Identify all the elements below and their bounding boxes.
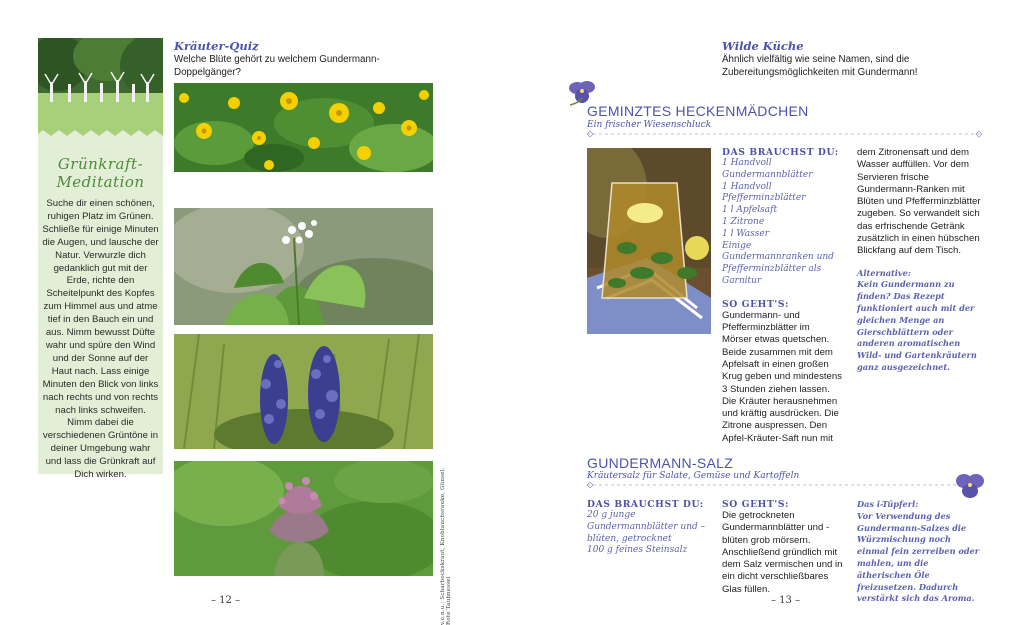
recipe1-ingredient: 1 Zitrone <box>722 216 765 227</box>
recipe1-column1 <box>722 147 842 445</box>
meditation-sidebar <box>38 38 163 481</box>
page-number-left: – 12 – <box>211 595 241 606</box>
recipe2-column1 <box>587 499 715 557</box>
recipe1-alt-text: Kein Gundermann zu finden? Das Rezept funktioniert auch mit der gleichen Menge an Gierschblättern oder anderen aromatischen Wild- und Gartenkräutern ganz ausgezeichnet. <box>857 279 977 373</box>
recipe1-ingredient: 1 l Apfelsaft <box>722 205 778 216</box>
recipe1-method-col2: dem Zitronensaft und dem Wasser auffüllen. Vor dem Servieren frische Gundermann-Ranken mit Blüten und Pfefferminzblätter zugeben. So verwandelt sich das erfrischende Getränk zusätzlich in einen hübschen Blickfang auf dem Tisch. <box>857 147 981 257</box>
diamond-divider <box>587 481 957 489</box>
recipe2-method: Die getrockneten Gundermannblätter und -blüten grob mörsern. Anschließend gründlich mit dem Salz vermischen und in ein dicht verschließbares Glas füllen. <box>722 510 843 595</box>
photo-garlic-mustard <box>174 208 433 325</box>
photo-credit: v.o.n.u.: Scharbockskraut, Knoblauchsrauke, Günsel, Rote Taubnessel <box>440 467 452 625</box>
recipe1-alt-title: Alternative: <box>857 267 911 278</box>
recipe2-how-label: SO GEHT'S: <box>722 499 790 510</box>
recipe1-ingredient: 1 Handvoll Pfefferminzblätter <box>722 181 806 204</box>
recipe2-need-label: DAS BRAUCHST DU: <box>587 499 704 510</box>
photo-celandine <box>174 83 433 172</box>
quiz-question: Welche Blüte gehört zu welchem Gundermann-Doppelgänger? <box>174 54 380 78</box>
photo-bugle <box>174 334 433 449</box>
recipe2-subtitle: Kräutersalz für Salate, Gemüse und Kartoffeln <box>587 471 800 481</box>
recipe1-ingredient: 1 l Wasser <box>722 228 770 239</box>
recipe1-ingredient: 1 Handvoll Gundermannblätter <box>722 158 813 180</box>
recipe1-ingredient: Einige Gundermannranken und Pfefferminzblätter als Garnitur <box>722 240 834 286</box>
recipe2-title: GUNDERMANN-SALZ <box>587 455 734 471</box>
recipe2-column3 <box>857 499 983 605</box>
quiz-title: Kräuter-Quiz <box>174 39 259 53</box>
recipe2-tip-title: Das i-Tüpferl: <box>857 499 919 509</box>
recipe1-photo <box>587 148 711 334</box>
recipe2-ingredient: 20 g junge Gundermannblätter und –blüten, getrocknet <box>587 510 706 544</box>
recipe2-column2 <box>722 499 844 596</box>
recipe1-method-col1: Gundermann- und Pfefferminzblätter im Mörser etwas quetschen. Beide zusammen mit dem Apfelsaft in einen großen Krug geben und mindestens 3 Stunden ziehen lassen. Die Kräuter herausnehmen und kräftig ausdrücken. Die Zitrone auspressen. Den Apfel-Kräuter-Saft nun mit <box>722 309 843 444</box>
meditation-title: Grünkraft- Meditation <box>56 155 145 191</box>
photo-dead-nettle <box>174 461 433 576</box>
diamond-divider <box>587 130 982 138</box>
wild-kitchen-title: Wilde Küche <box>722 39 804 53</box>
recipe1-need-label: DAS BRAUCHST DU: <box>722 147 839 158</box>
recipe2-ingredient: 100 g feines Steinsalz <box>587 545 688 556</box>
recipe2-tip-text: Vor Verwendung des Gundermann-Salzes die Würzmischung noch einmal fein zerreiben oder mahlen, um die ätherischen Öle freizusetzen. Dadurch verstärkt sich das Aroma. <box>857 510 980 604</box>
wild-kitchen-text: Ähnlich vielfältig wie seine Namen, sind die Zubereitungsmöglichkeiten mit Gundermann! <box>722 54 918 78</box>
violet-flower-icon <box>565 78 599 106</box>
meditation-text: Suche dir einen schönen, ruhigen Platz im Grünen. Schließe für einige Minuten die Augen, und lausche der Natur. Verwurzle dich gedanklich gut mit der Erde, richte den Scheitelpunkt des Kopfes zum Himmel aus und atme tief in den Bauch ein und aus. Nimm bewusst Düfte wahr und spüre den Wind und der Sonne auf der Haut nach. Lass einige Minuten den Blick von links nach rechts und von rechts nach links schweifen. Nimm dabei die verschiedenen Grüntöne in deiner Umgebung wahr und lass die Grünkraft auf Dich wirken. <box>42 198 159 481</box>
recipe1-title: GEMINZTES HECKENMÄDCHEN <box>587 103 809 119</box>
recipe1-column2 <box>857 147 983 374</box>
recipe1-subtitle: Ein frischer Wiesenschluck <box>587 120 712 130</box>
violet-flower-icon <box>953 470 987 500</box>
page-number-right: – 13 – <box>771 595 801 606</box>
recipe1-how-label: SO GEHT'S: <box>722 298 790 310</box>
meditation-photo <box>38 38 163 128</box>
